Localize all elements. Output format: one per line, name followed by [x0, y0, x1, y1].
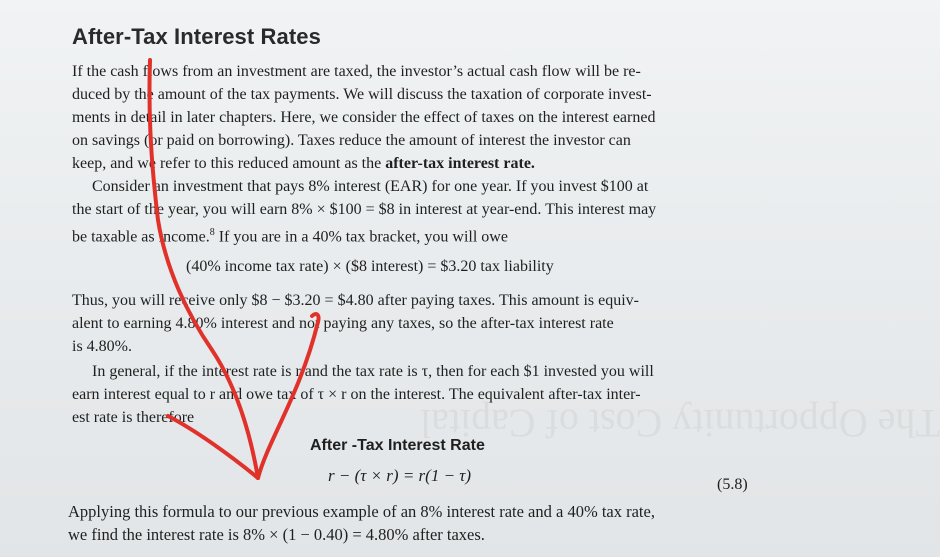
show-through-watermark: The Opportunity Cost of Capital [420, 401, 940, 446]
paragraph-line [72, 154, 535, 174]
paragraph-text: If you are in a 40% tax bracket, you will owe [214, 228, 508, 246]
paragraph-line: alent to earning 4.80% interest and not paying any taxes, so the after-tax interest rate [72, 315, 614, 332]
formula-title: After -Tax Interest Rate [310, 437, 485, 454]
equation-number: (5.8) [717, 476, 748, 493]
paragraph-line: the start of the year, you will earn 8% × $100 = $8 in interest at year-end. This interest may [72, 201, 657, 218]
paragraph-line: Thus, you will receive only $8 − $3.20 = $4.80 after paying taxes. This amount is equiv- [72, 292, 639, 309]
section-heading: After-Tax Interest Rates [72, 24, 321, 49]
after-tax-rate-formula: r − (τ × r) = r(1 − τ) [328, 466, 472, 485]
paragraph-line: we find the interest rate is 8% × (1 − 0.40) = 4.80% after taxes. [68, 525, 485, 544]
footnote-marker: 8 [209, 227, 215, 238]
paragraph-text: keep, and we refer to this reduced amount as the [72, 155, 386, 172]
paragraph-line [72, 223, 508, 247]
paragraph-line: est rate is therefore [72, 409, 195, 426]
paragraph-line: In general, if the interest rate is r and the tax rate is τ, then for each $1 invested you will [92, 363, 654, 380]
key-term-after-tax-interest-rate: after-tax interest rate. [385, 155, 535, 172]
paragraph-line: is 4.80%. [72, 338, 132, 355]
paragraph-line: earn interest equal to r and owe tax of τ × r on the interest. The equivalent after-tax inter- [72, 386, 641, 403]
paragraph-line: Consider an investment that pays 8% interest (EAR) for one year. If you invest $100 at [92, 178, 649, 195]
tax-liability-equation: (40% income tax rate) × ($8 interest) = $3.20 tax liability [186, 258, 554, 275]
paragraph-line: on savings (or paid on borrowing). Taxes reduce the amount of interest the investor can [72, 132, 631, 149]
paragraph-text: be taxable as income. [72, 228, 210, 246]
paragraph-line: duced by the amount of the tax payments. We will discuss the taxation of corporate invest- [72, 86, 652, 103]
paragraph-line: Applying this formula to our previous example of an 8% interest rate and a 40% tax rate, [68, 502, 655, 521]
paragraph-line: ments in detail in later chapters. Here, we consider the effect of taxes on the interest earned [72, 109, 656, 126]
paragraph-line: If the cash flows from an investment are taxed, the investor’s actual cash flow will be re- [72, 63, 641, 80]
